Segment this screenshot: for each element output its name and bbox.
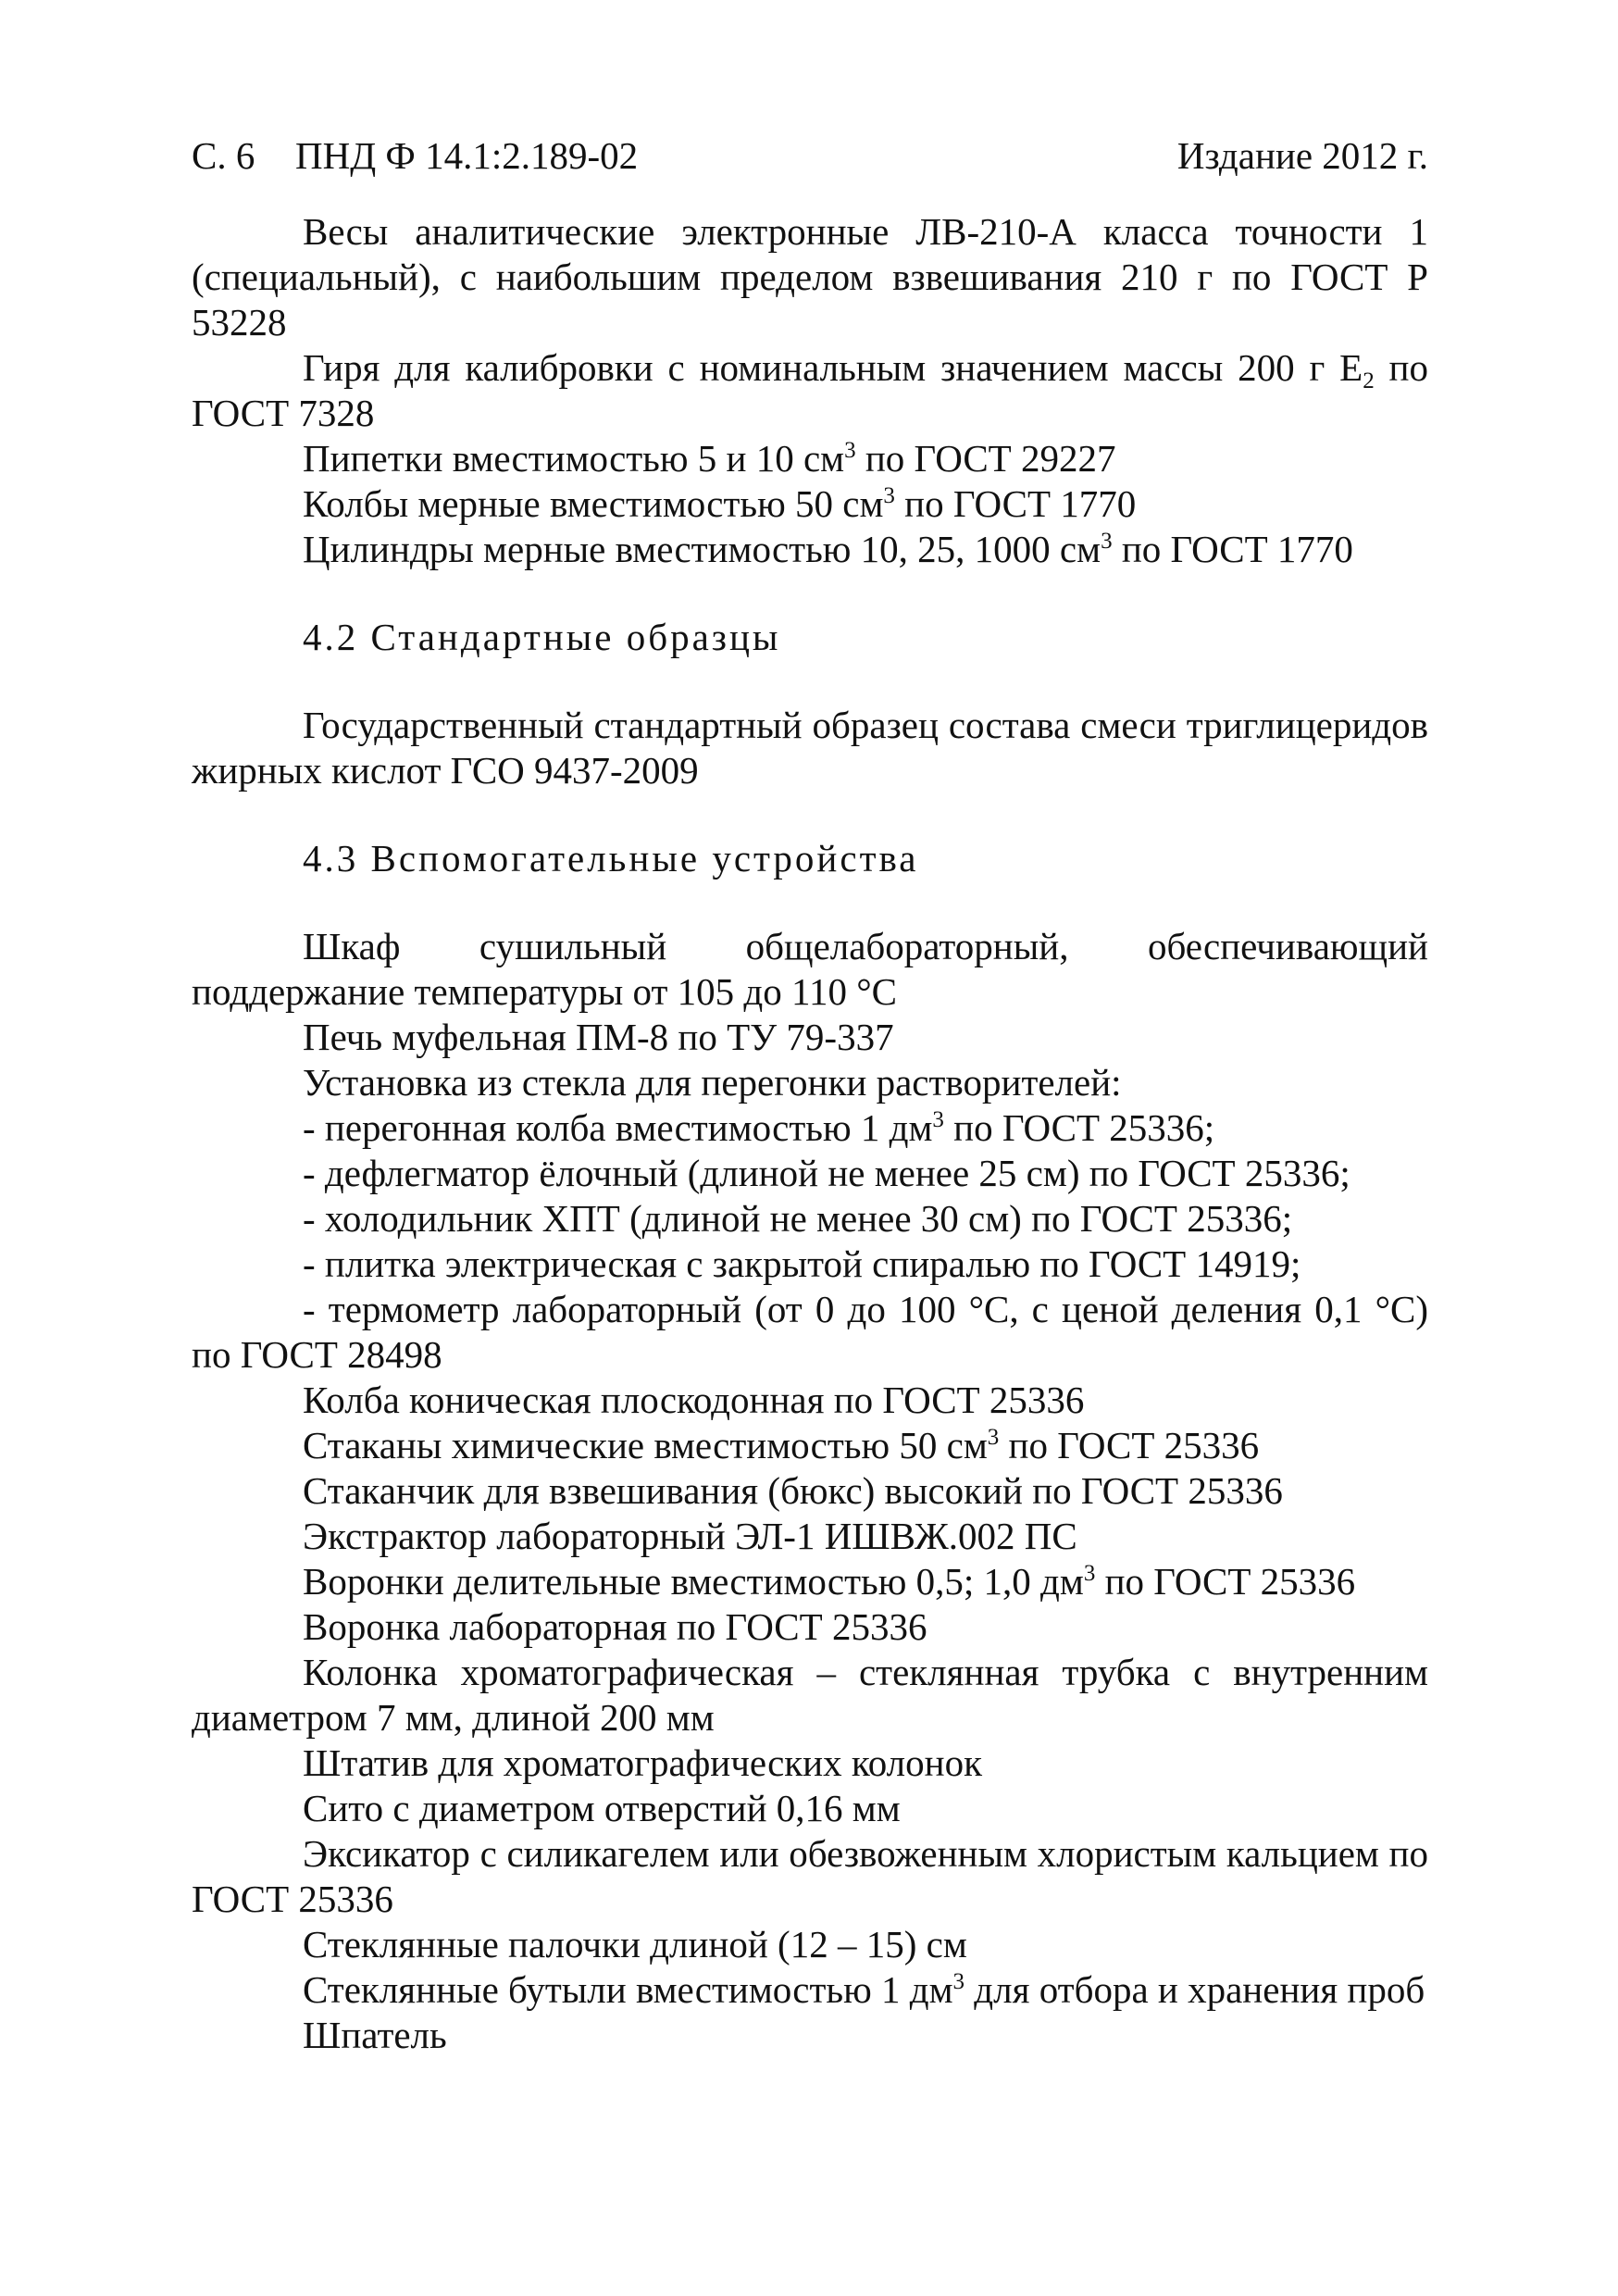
reference-sample-paragraph: Государственный стандартный образец состава смеси триглицеридов жирных кислот ГСО 9437-2009 bbox=[192, 704, 1428, 792]
distillation-flask-text: - перегонная колба вместимостью 1 дм bbox=[303, 1106, 933, 1149]
section-heading-4-2: 4.2 Стандартные образцы bbox=[303, 616, 781, 658]
distillation-flask-line bbox=[192, 1105, 1428, 1151]
weighing-bottle-line: Стаканчик для взвешивания (бюкс) высокий по ГОСТ 25336 bbox=[303, 1469, 1283, 1512]
chromatographic-column-paragraph: Колонка хроматографическая – стеклянная трубка с внутренним диаметром 7 мм, длиной 200 мм bbox=[192, 1651, 1428, 1739]
section-heading-4-3: 4.3 Вспомогательные устройства bbox=[303, 837, 919, 880]
beakers-standard: по ГОСТ 25336 bbox=[999, 1424, 1260, 1466]
page-content bbox=[192, 209, 1428, 2058]
flasks-superscript: 3 bbox=[883, 483, 895, 508]
balance-paragraph: Весы аналитические электронные ЛВ-210-А класса точности 1 (специальный), с наибольшим пределом взвешивания 210 г по ГОСТ Р 53228 bbox=[192, 210, 1428, 343]
thermometer-paragraph: - термометр лабораторный (от 0 до 100 °С, с ценой деления 0,1 °С) по ГОСТ 28498 bbox=[192, 1288, 1428, 1376]
cylinders-line bbox=[192, 527, 1428, 572]
glass-bottles-superscript: 3 bbox=[952, 1969, 965, 1994]
glass-bottles-text: Стеклянные бутыли вместимостью 1 дм bbox=[303, 1968, 953, 2011]
beakers-superscript: 3 bbox=[987, 1425, 1000, 1450]
cylinders-standard: по ГОСТ 1770 bbox=[1112, 528, 1353, 570]
distillation-flask-standard: по ГОСТ 25336; bbox=[943, 1106, 1215, 1149]
glass-bottles-purpose: для отбора и хранения проб bbox=[965, 1968, 1425, 2011]
beakers-text: Стаканы химические вместимостью 50 см bbox=[303, 1424, 988, 1466]
separatory-funnels-line bbox=[192, 1559, 1428, 1604]
muffle-furnace-line: Печь муфельная ПМ-8 по ТУ 79-337 bbox=[303, 1016, 894, 1058]
document-code: ПНД Ф 14.1:2.189-02 bbox=[295, 134, 639, 177]
distillation-flask-superscript: 3 bbox=[932, 1107, 944, 1132]
glass-rods-line: Стеклянные палочки длиной (12 – 15) см bbox=[303, 1923, 967, 1965]
lab-funnel-line: Воронка лабораторная по ГОСТ 25336 bbox=[303, 1605, 927, 1648]
drying-oven-first-line bbox=[192, 924, 1428, 969]
cylinders-superscript: 3 bbox=[1101, 529, 1113, 554]
glass-bottles-line bbox=[192, 1967, 1428, 2013]
page-header bbox=[192, 128, 1428, 183]
page-number: С. 6 bbox=[192, 134, 255, 177]
flasks-text: Колбы мерные вместимостью 50 см bbox=[303, 482, 884, 525]
column-stand-line: Штатив для хроматографических колонок bbox=[303, 1741, 982, 1784]
pipettes-line bbox=[192, 436, 1428, 481]
beakers-line bbox=[192, 1423, 1428, 1468]
pipettes-superscript: 3 bbox=[844, 438, 856, 463]
extractor-line: Экстрактор лабораторный ЭЛ-1 ИШВЖ.002 ПС bbox=[303, 1515, 1077, 1557]
flasks-line bbox=[192, 481, 1428, 527]
oven-word: Шкаф bbox=[303, 925, 401, 967]
hotplate-line: - плитка электрическая с закрытой спиралью по ГОСТ 14919; bbox=[303, 1242, 1301, 1285]
sieve-line: Сито с диаметром отверстий 0,16 мм bbox=[303, 1787, 901, 1829]
calibration-weight-text: Гиря для калибровки с номинальным значением массы 200 г Е bbox=[303, 346, 1363, 389]
desiccator-paragraph: Эксикатор с силикагелем или обезвоженным хлористым кальцием по ГОСТ 25336 bbox=[192, 1832, 1428, 1920]
distillation-installation-line: Установка из стекла для перегонки растворителей: bbox=[303, 1061, 1122, 1104]
conical-flask-line: Колба коническая плоскодонная по ГОСТ 25336 bbox=[303, 1379, 1085, 1421]
condenser-line: - холодильник ХПТ (длиной не менее 30 см) по ГОСТ 25336; bbox=[303, 1197, 1293, 1240]
drying-oven-continuation: поддержание температуры от 105 до 110 °С bbox=[192, 970, 898, 1013]
oven-word: обеспечивающий bbox=[1147, 925, 1428, 967]
separatory-funnels-standard: по ГОСТ 25336 bbox=[1095, 1560, 1356, 1603]
edition-label: Издание 2012 г. bbox=[1176, 134, 1428, 177]
separatory-funnels-superscript: 3 bbox=[1083, 1561, 1096, 1586]
oven-word: общелабораторный, bbox=[745, 925, 1069, 967]
cylinders-text: Цилиндры мерные вместимостью 10, 25, 1000 см bbox=[303, 528, 1101, 570]
pipettes-text: Пипетки вместимостью 5 и 10 см bbox=[303, 437, 845, 480]
pipettes-standard: по ГОСТ 29227 bbox=[855, 437, 1116, 480]
calibration-weight-paragraph bbox=[192, 345, 1428, 436]
flasks-standard: по ГОСТ 1770 bbox=[894, 482, 1137, 525]
dephlegmator-line: - дефлегматор ёлочный (длиной не менее 25 см) по ГОСТ 25336; bbox=[303, 1152, 1350, 1194]
calibration-weight-subscript: 2 bbox=[1363, 368, 1375, 393]
oven-word: сушильный bbox=[479, 925, 667, 967]
separatory-funnels-text: Воронки делительные вместимостью 0,5; 1,0 дм bbox=[303, 1560, 1084, 1603]
spatula-line: Шпатель bbox=[303, 2014, 447, 2056]
calibration-weight-standard: по ГОСТ 7328 bbox=[192, 346, 1428, 434]
